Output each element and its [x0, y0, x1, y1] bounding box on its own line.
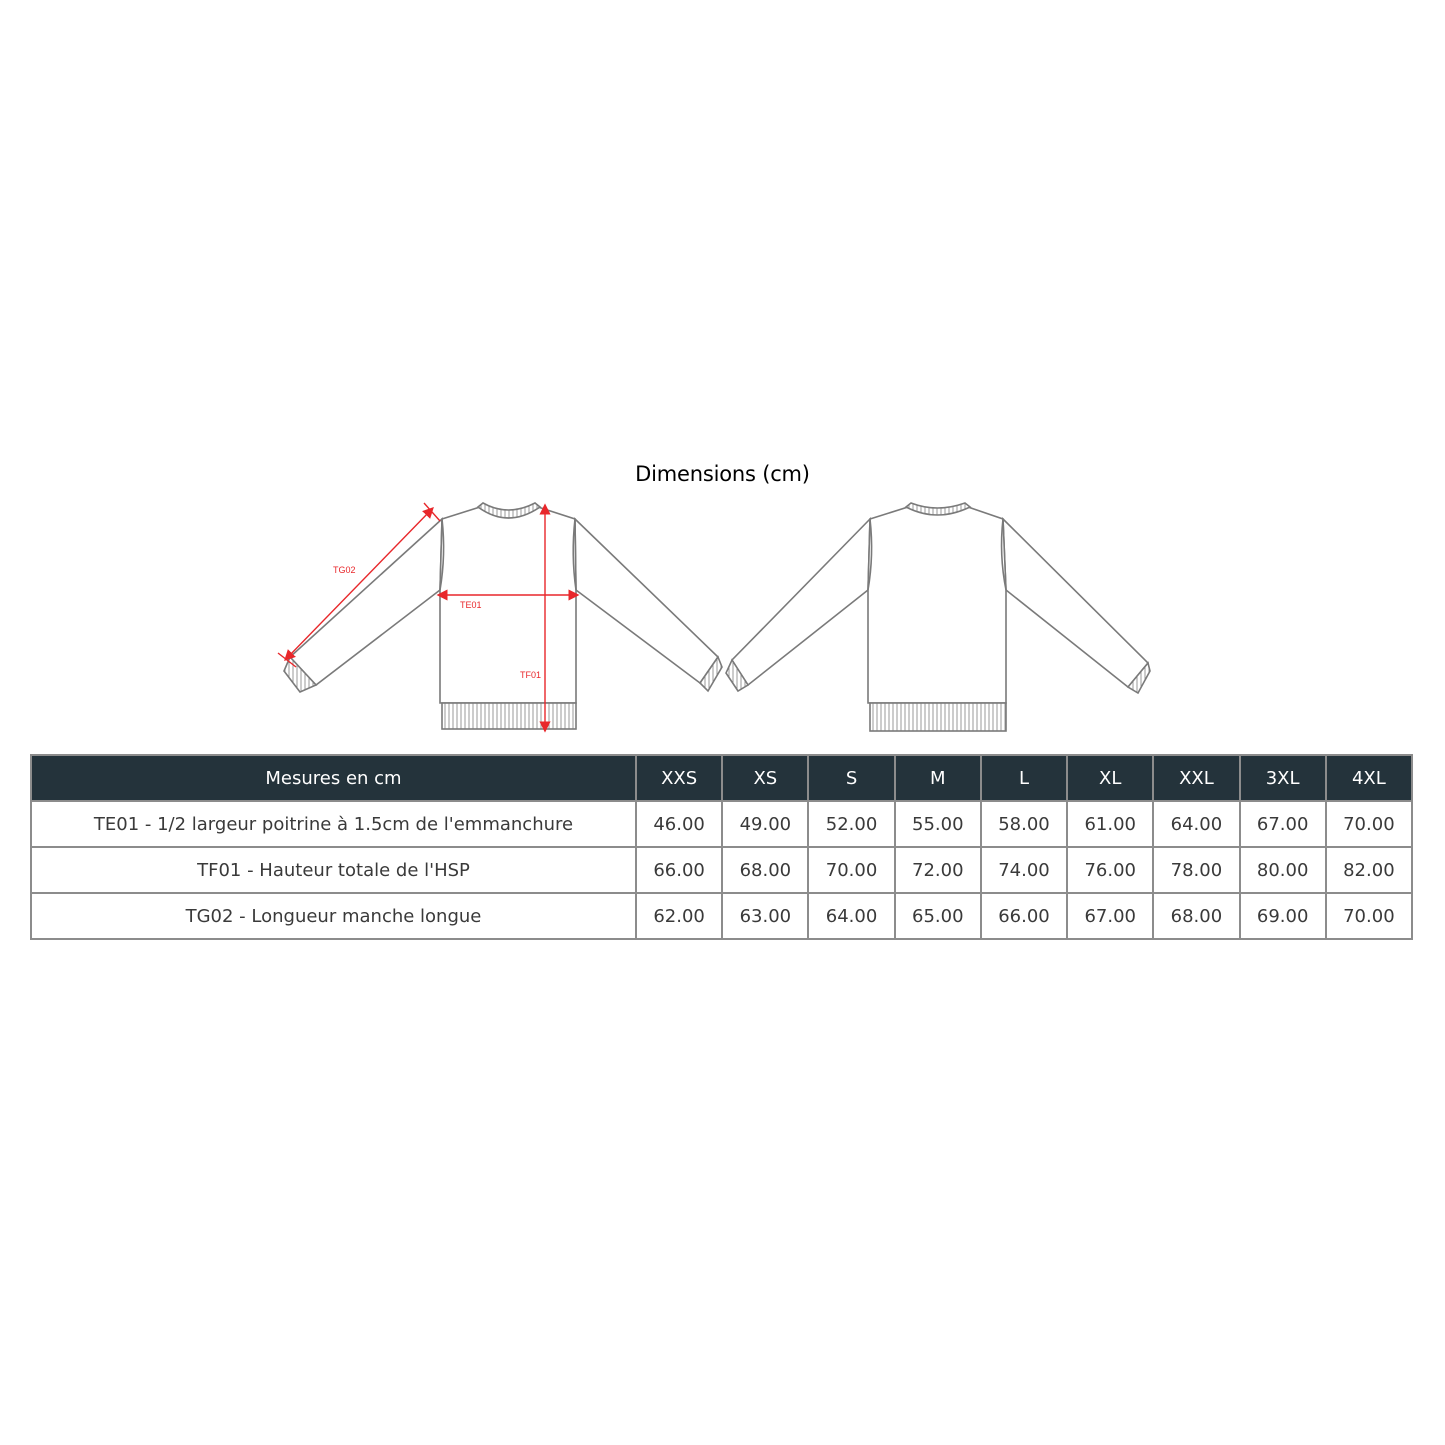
- table-cell: 70.00: [1326, 893, 1412, 939]
- header-size: L: [981, 755, 1067, 801]
- table-cell: 64.00: [808, 893, 894, 939]
- table-cell: 67.00: [1240, 801, 1326, 847]
- table-cell: 78.00: [1153, 847, 1239, 893]
- table-cell: 64.00: [1153, 801, 1239, 847]
- size-table: [30, 754, 1413, 940]
- row-label: TG02 - Longueur manche longue: [31, 893, 636, 939]
- table-row: [31, 847, 1412, 893]
- header-size: XXS: [636, 755, 722, 801]
- table-cell: 76.00: [1067, 847, 1153, 893]
- table-cell: 62.00: [636, 893, 722, 939]
- header-size: 4XL: [1326, 755, 1412, 801]
- table-cell: 67.00: [1067, 893, 1153, 939]
- table-cell: 68.00: [1153, 893, 1239, 939]
- label-te01: TE01: [460, 600, 482, 610]
- table-header-row: [31, 755, 1412, 801]
- header-size: XL: [1067, 755, 1153, 801]
- back-view: [726, 503, 1150, 731]
- front-view: [284, 503, 722, 729]
- header-size: 3XL: [1240, 755, 1326, 801]
- sweatshirt-diagram: [0, 495, 1445, 745]
- header-size: M: [895, 755, 981, 801]
- header-size: XS: [722, 755, 808, 801]
- table-cell: 80.00: [1240, 847, 1326, 893]
- table-cell: 66.00: [636, 847, 722, 893]
- table-cell: 52.00: [808, 801, 894, 847]
- table-row: [31, 893, 1412, 939]
- row-label: TF01 - Hauteur totale de l'HSP: [31, 847, 636, 893]
- page-title: Dimensions (cm): [635, 462, 810, 486]
- header-label: Mesures en cm: [31, 755, 636, 801]
- table-cell: 46.00: [636, 801, 722, 847]
- table-cell: 70.00: [1326, 801, 1412, 847]
- header-size: S: [808, 755, 894, 801]
- table-cell: 61.00: [1067, 801, 1153, 847]
- table-cell: 74.00: [981, 847, 1067, 893]
- table-cell: 63.00: [722, 893, 808, 939]
- row-label: TE01 - 1/2 largeur poitrine à 1.5cm de l'emmanchure: [31, 801, 636, 847]
- table-cell: 49.00: [722, 801, 808, 847]
- table-cell: 66.00: [981, 893, 1067, 939]
- table-row: [31, 801, 1412, 847]
- label-tg02: TG02: [333, 565, 356, 575]
- table-cell: 69.00: [1240, 893, 1326, 939]
- table-cell: 58.00: [981, 801, 1067, 847]
- table-cell: 68.00: [722, 847, 808, 893]
- label-tf01: TF01: [520, 670, 542, 680]
- table-cell: 72.00: [895, 847, 981, 893]
- table-cell: 55.00: [895, 801, 981, 847]
- table-cell: 70.00: [808, 847, 894, 893]
- table-cell: 82.00: [1326, 847, 1412, 893]
- table-cell: 65.00: [895, 893, 981, 939]
- header-size: XXL: [1153, 755, 1239, 801]
